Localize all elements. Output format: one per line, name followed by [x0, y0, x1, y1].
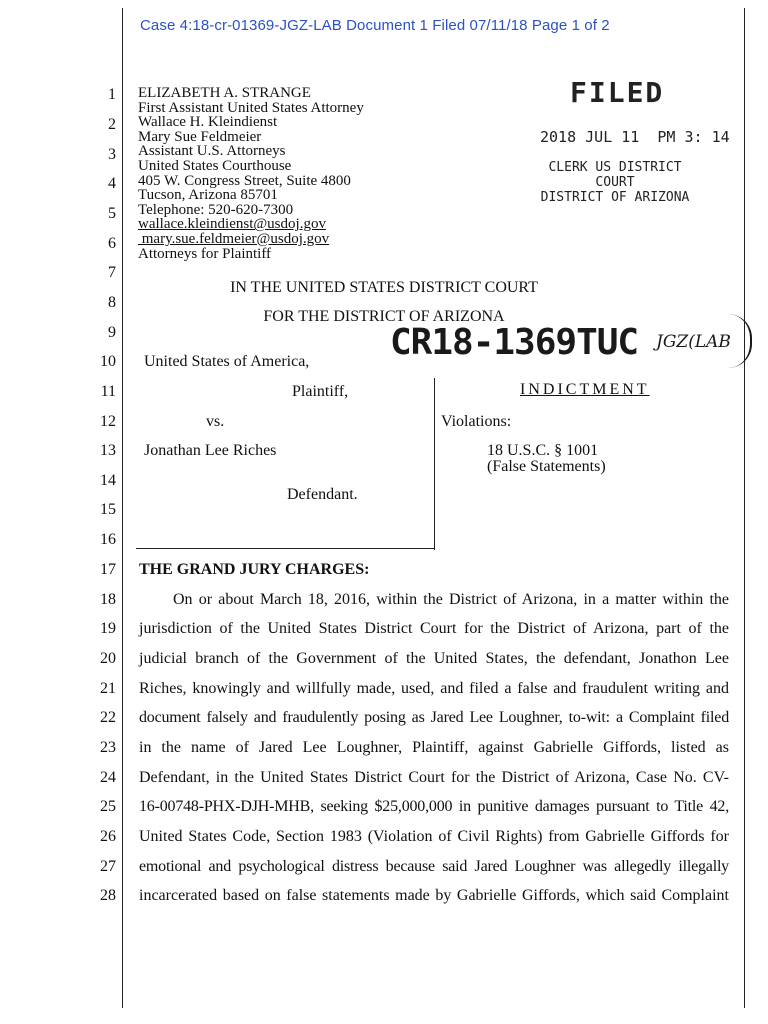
- right-margin-rule: [744, 8, 745, 1008]
- case-number-stamp: CR18-1369TUC: [390, 322, 639, 363]
- line-number: 10: [100, 353, 116, 370]
- line-number: 25: [100, 798, 116, 815]
- caption-divider-vertical: [434, 378, 435, 550]
- body-line: judicial branch of the Government of the United States, the defendant, Jonathon Lee: [139, 650, 729, 667]
- grand-jury-heading: THE GRAND JURY CHARGES:: [139, 561, 370, 578]
- versus-label: vs.: [206, 413, 225, 430]
- line-number: 14: [100, 472, 116, 489]
- body-line: Defendant, in the United States District Court for the District of Arizona, Case No. CV-: [139, 769, 729, 786]
- attorney-line: Wallace H. Kleindienst: [138, 114, 278, 131]
- line-number: 19: [100, 620, 116, 637]
- body-line: United States Code, Section 1983 (Violation of Civil Rights) from Gabrielle Giffords for: [139, 828, 729, 845]
- line-number: 28: [100, 887, 116, 904]
- line-number: 27: [100, 858, 116, 875]
- line-number: 3: [108, 146, 116, 163]
- line-number: 5: [108, 205, 116, 222]
- line-number: 8: [108, 294, 116, 311]
- indictment-title-text: INDICTMENT: [520, 381, 650, 398]
- line-number: 17: [100, 561, 116, 578]
- caption-divider-horizontal: [136, 548, 435, 549]
- body-line: document falsely and fraudulently posing as Jared Lee Loughner, to-wit: a Complaint filed: [139, 709, 729, 726]
- attorney-line: United States Courthouse: [138, 157, 292, 174]
- line-number: 23: [100, 739, 116, 756]
- defendant-role: Defendant.: [287, 486, 358, 503]
- line-number: 18: [100, 591, 116, 608]
- line-number: 22: [100, 709, 116, 726]
- indictment-title: [520, 381, 650, 399]
- filed-stamp-date: 2018 JUL 11 PM 3: 14: [540, 128, 730, 146]
- attorney-line: First Assistant United States Attorney: [138, 99, 364, 116]
- attorney-line: Mary Sue Feldmeier: [138, 128, 262, 145]
- body-line: in the name of Jared Lee Loughner, Plaintiff, against Gabrielle Giffords, listed as: [139, 739, 729, 756]
- line-number: 11: [100, 383, 116, 400]
- body-line: incarcerated based on false statements made by Gabrielle Giffords, which said Complaint: [139, 887, 729, 904]
- line-number: 4: [108, 175, 116, 192]
- defendant-name: Jonathan Lee Riches: [144, 442, 277, 459]
- attorney-line: Telephone: 520-620-7300: [138, 201, 294, 218]
- filed-stamp-clerk: [530, 160, 700, 205]
- left-margin-rule: [122, 8, 123, 1008]
- attorney-email: wallace.kleindienst@usdoj.gov: [138, 216, 326, 233]
- filed-stamp-clerk-line: DISTRICT OF ARIZONA: [540, 190, 690, 205]
- body-line: jurisdiction of the United States District Court for the District of Arizona, part of the: [139, 620, 729, 637]
- line-number: 15: [100, 501, 116, 518]
- violations-label: Violations:: [441, 413, 512, 430]
- line-number: 7: [108, 264, 116, 281]
- line-number: 12: [100, 413, 116, 430]
- court-name-line-2: FOR THE DISTRICT OF ARIZONA: [263, 308, 505, 325]
- case-number-handwritten: JGZ(LAB: [656, 332, 731, 352]
- line-number: 26: [100, 828, 116, 845]
- attorney-line: Assistant U.S. Attorneys: [138, 143, 286, 160]
- statute-description: (False Statements): [487, 458, 606, 475]
- line-number: 21: [100, 680, 116, 697]
- filed-stamp-title: FILED: [570, 76, 665, 109]
- attorney-line: 405 W. Congress Street, Suite 4800: [138, 172, 351, 189]
- line-number: 20: [100, 650, 116, 667]
- court-name-line-1: IN THE UNITED STATES DISTRICT COURT: [230, 279, 538, 296]
- body-line: 16-00748-PHX-DJH-MHB, seeking $25,000,000 in punitive damages pursuant to Title 42,: [139, 798, 729, 815]
- attorney-line: Attorneys for Plaintiff: [138, 245, 272, 262]
- filed-stamp-clerk-line: CLERK US DISTRICT COURT: [548, 160, 682, 190]
- plaintiff-name: United States of America,: [144, 353, 310, 370]
- line-number: 24: [100, 769, 116, 786]
- attorney-line: Tucson, Arizona 85701: [138, 187, 278, 204]
- line-number: 9: [108, 324, 116, 341]
- plaintiff-role: Plaintiff,: [292, 383, 349, 400]
- line-number: 16: [100, 531, 116, 548]
- attorney-line: ELIZABETH A. STRANGE: [138, 85, 311, 101]
- line-number: 13: [100, 442, 116, 459]
- ecf-header-stamp: Case 4:18-cr-01369-JGZ-LAB Document 1 Filed 07/11/18 Page 1 of 2: [140, 17, 610, 34]
- line-number: 2: [108, 116, 116, 133]
- body-line: Riches, knowingly and willfully made, used, and filed a false and fraudulent writing and: [139, 680, 729, 697]
- attorney-email: mary.sue.feldmeier@usdoj.gov: [138, 230, 330, 247]
- body-line: emotional and psychological distress because said Jared Loughner was allegedly illegally: [139, 858, 729, 875]
- line-number: 6: [108, 235, 116, 252]
- line-number: 1: [108, 86, 116, 103]
- attorney-block: [138, 86, 364, 261]
- statute-citation: 18 U.S.C. § 1001: [487, 442, 599, 459]
- body-line: On or about March 18, 2016, within the District of Arizona, in a matter within the: [173, 591, 729, 608]
